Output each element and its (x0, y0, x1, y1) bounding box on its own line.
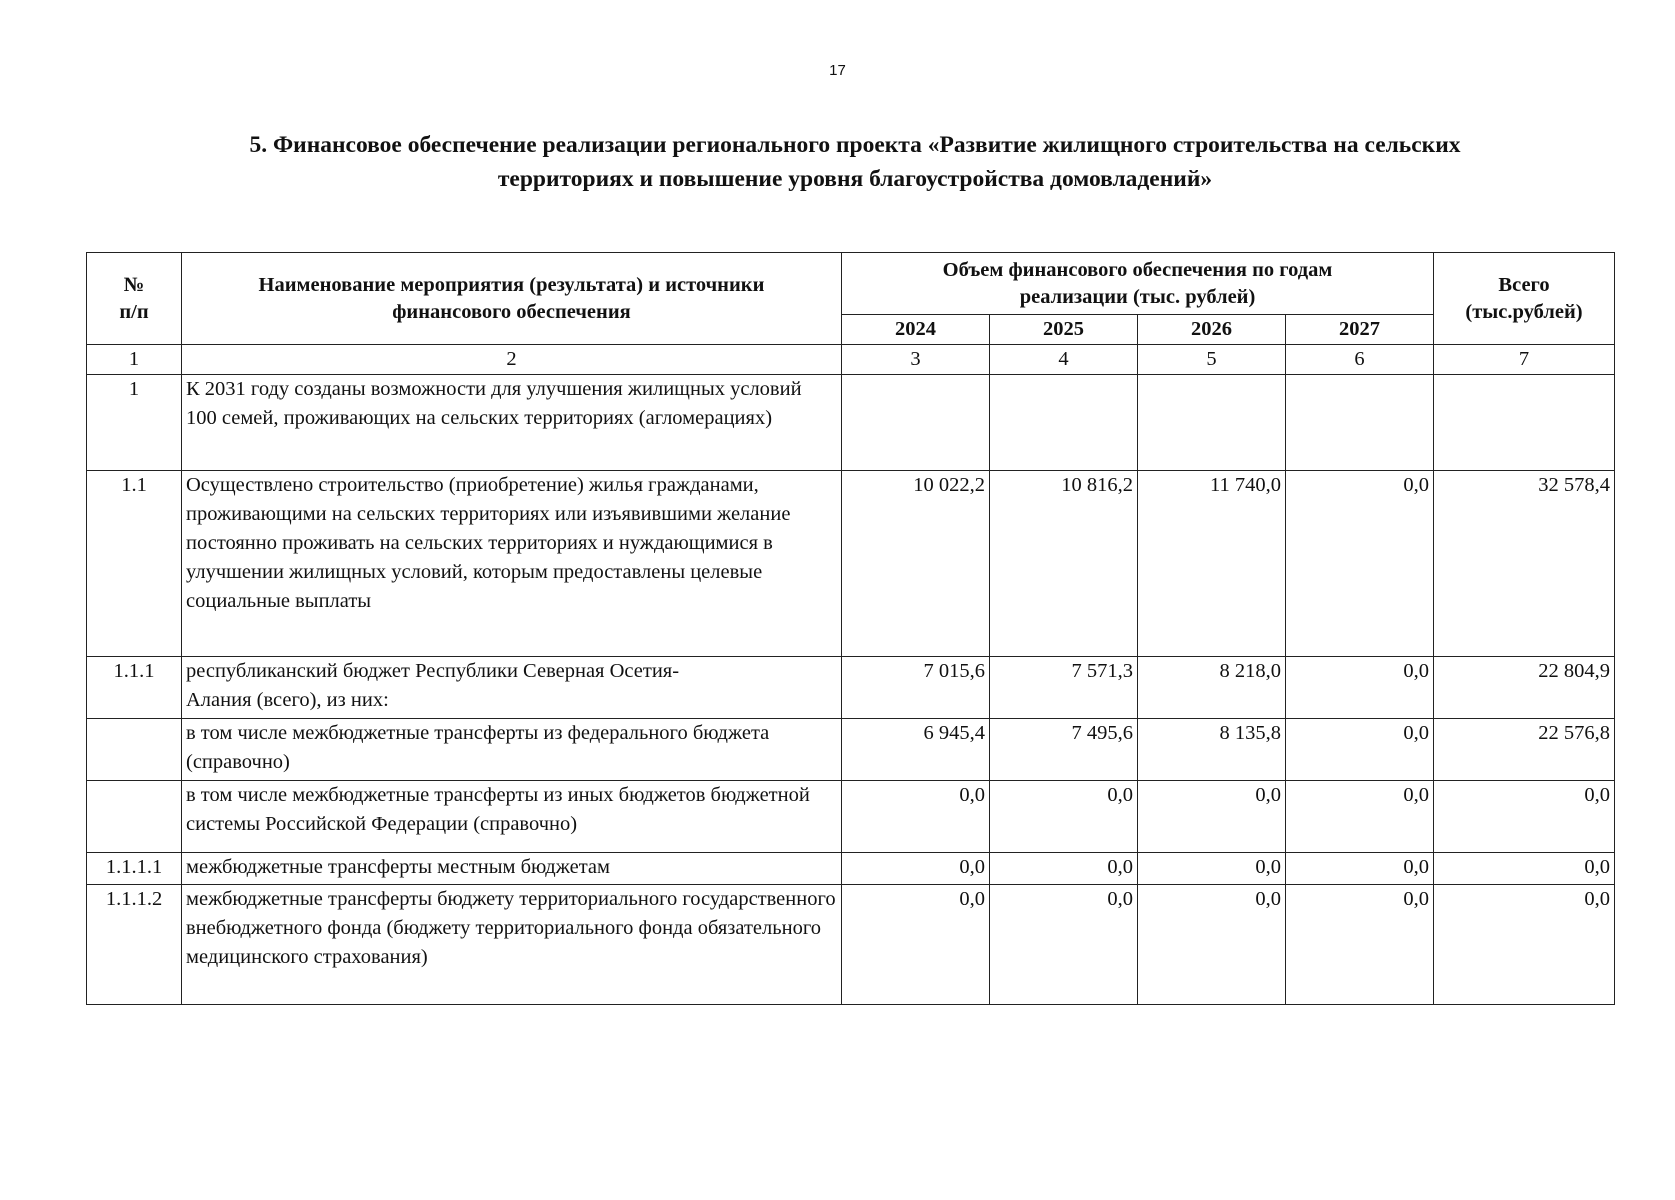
row-value: 0,0 (1286, 781, 1434, 853)
column-number: 1 (87, 345, 182, 375)
row-value: 0,0 (990, 781, 1138, 853)
row-value: 8 135,8 (1138, 719, 1286, 781)
row-total: 22 804,9 (1434, 657, 1615, 719)
column-number: 6 (1286, 345, 1434, 375)
table-row (87, 781, 1615, 853)
column-number: 4 (990, 345, 1138, 375)
header-volume: Объем финансового обеспечения по годам реализации (тыс. рублей) (842, 253, 1434, 315)
section-title (90, 128, 1620, 196)
row-value: 0,0 (1286, 719, 1434, 781)
row-name: республиканский бюджет Республики Северная Осетия-Алания (всего), из них: (182, 657, 842, 719)
row-value (1286, 375, 1434, 471)
header-year: 2027 (1286, 315, 1434, 345)
row-name: К 2031 году созданы возможности для улучшения жилищных условий 100 семей, проживающих на сельских территориях (агломерациях) (182, 375, 842, 471)
table-row (87, 375, 1615, 471)
row-value: 10 022,2 (842, 471, 990, 657)
row-total: 32 578,4 (1434, 471, 1615, 657)
header-year: 2025 (990, 315, 1138, 345)
row-value (990, 375, 1138, 471)
row-value (1138, 375, 1286, 471)
row-name: в том числе межбюджетные трансферты из иных бюджетов бюджетной системы Российской Федерации (справочно) (182, 781, 842, 853)
header-total: Всего (тыс.рублей) (1434, 253, 1615, 345)
row-value (842, 375, 990, 471)
row-total: 0,0 (1434, 885, 1615, 1005)
header-year: 2026 (1138, 315, 1286, 345)
row-number (87, 719, 182, 781)
row-value: 7 571,3 (990, 657, 1138, 719)
row-value: 7 495,6 (990, 719, 1138, 781)
section-title-line-2: территориях и повышение уровня благоустройства домовладений» (497, 166, 1213, 192)
row-total (1434, 375, 1615, 471)
row-total: 22 576,8 (1434, 719, 1615, 781)
row-value: 0,0 (1138, 853, 1286, 885)
row-value: 0,0 (990, 885, 1138, 1005)
row-name: в том числе межбюджетные трансферты из федерального бюджета (справочно) (182, 719, 842, 781)
row-value: 0,0 (1286, 657, 1434, 719)
row-total: 0,0 (1434, 853, 1615, 885)
row-value: 11 740,0 (1138, 471, 1286, 657)
column-number: 2 (182, 345, 842, 375)
column-numbers-row (87, 345, 1615, 375)
row-value: 0,0 (842, 781, 990, 853)
row-number: 1 (87, 375, 182, 471)
row-number: 1.1.1 (87, 657, 182, 719)
header-num: № п/п (87, 253, 182, 345)
row-value: 0,0 (1286, 471, 1434, 657)
row-value: 10 816,2 (990, 471, 1138, 657)
table-row (87, 853, 1615, 885)
row-value: 8 218,0 (1138, 657, 1286, 719)
row-value: 0,0 (990, 853, 1138, 885)
financing-table (86, 252, 1615, 1005)
row-name: межбюджетные трансферты местным бюджетам (182, 853, 842, 885)
row-value: 7 015,6 (842, 657, 990, 719)
page-number: 17 (829, 62, 846, 79)
row-value: 0,0 (1138, 781, 1286, 853)
row-value: 0,0 (842, 853, 990, 885)
row-number: 1.1.1.2 (87, 885, 182, 1005)
column-number: 7 (1434, 345, 1615, 375)
row-value: 0,0 (1286, 885, 1434, 1005)
table-row (87, 657, 1615, 719)
row-value: 0,0 (1138, 885, 1286, 1005)
row-number: 1.1.1.1 (87, 853, 182, 885)
row-value: 6 945,4 (842, 719, 990, 781)
table-row (87, 471, 1615, 657)
row-number (87, 781, 182, 853)
column-number: 3 (842, 345, 990, 375)
table-row (87, 885, 1615, 1005)
row-value: 0,0 (842, 885, 990, 1005)
row-value: 0,0 (1286, 853, 1434, 885)
row-name: межбюджетные трансферты бюджету территориального государственного внебюджетного фонда (бюджету территориального фонда обязательного медицинского страхования) (182, 885, 842, 1005)
table-row (87, 719, 1615, 781)
header-name: Наименование мероприятия (результата) и источники финансового обеспечения (182, 253, 842, 345)
header-year: 2024 (842, 315, 990, 345)
header-row (87, 253, 1615, 315)
column-number: 5 (1138, 345, 1286, 375)
row-total: 0,0 (1434, 781, 1615, 853)
row-name: Осуществлено строительство (приобретение) жилья гражданами, проживающими на сельских территориях или изъявившими желание постоянно проживать на сельских территориях и нуждающимися в улучшении жилищных условий, которым предоставлены целевые социальные выплаты (182, 471, 842, 657)
section-title-line-1: 5. Финансовое обеспечение реализации регионального проекта «Развитие жилищного строительства на сельских (249, 132, 1461, 158)
row-number: 1.1 (87, 471, 182, 657)
